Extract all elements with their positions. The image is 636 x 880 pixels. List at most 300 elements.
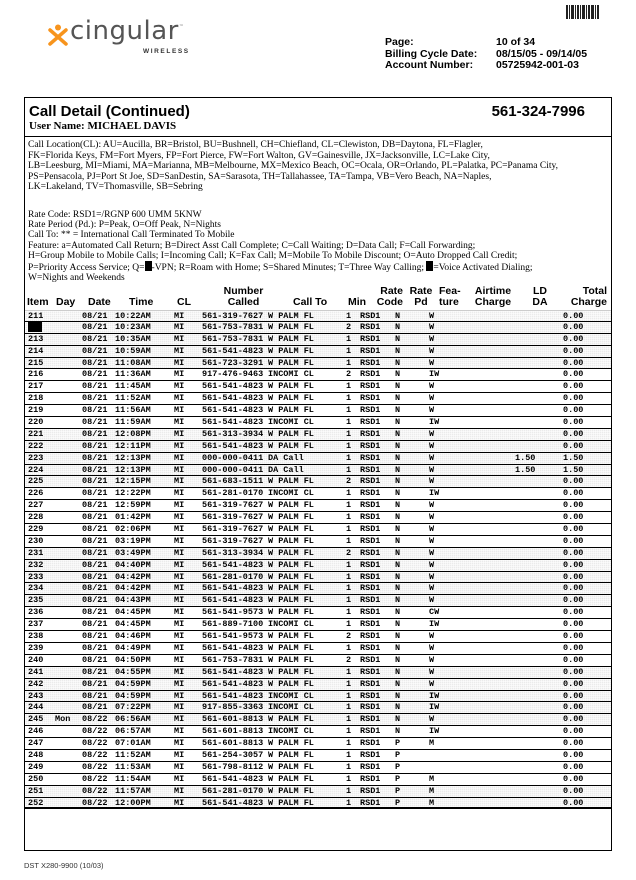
cell-to: W PALM FL <box>268 631 314 642</box>
cell-to: INCOMI CL <box>268 726 314 737</box>
cell-min: 2 <box>346 654 352 665</box>
cell-item: 221 <box>28 428 44 439</box>
cell-item: 230 <box>28 535 44 546</box>
cell-to: W PALM FL <box>268 428 314 439</box>
cell-code: RSD1 <box>360 405 381 416</box>
cell-total: 0.00 <box>563 654 584 665</box>
cell-min: 1 <box>346 738 352 749</box>
cell-pd: N <box>395 726 401 737</box>
cell-number: 561-753-7831 <box>202 333 264 344</box>
cell-min: 2 <box>346 476 352 487</box>
cell-date: 08/21 <box>82 666 108 677</box>
cell-total: 0.00 <box>563 405 584 416</box>
cell-feat: W <box>429 512 435 523</box>
cell-pd: N <box>395 595 401 606</box>
cell-item: 234 <box>28 583 44 594</box>
cell-time: 02:06PM <box>115 524 151 535</box>
table-row <box>25 679 611 691</box>
cell-feat: W <box>429 654 435 665</box>
cell-date: 08/22 <box>82 761 108 772</box>
form-code: DST X280-9900 (10/03) <box>24 861 104 870</box>
cell-total: 0.00 <box>563 761 584 772</box>
cell-cl: MI <box>174 559 185 570</box>
col-call-to: Call To <box>293 296 328 308</box>
cell-number: 561-254-3057 <box>202 749 264 760</box>
cell-to: W PALM FL <box>268 797 314 808</box>
cell-min: 1 <box>346 428 352 439</box>
cell-total: 0.00 <box>563 749 584 760</box>
cell-cl: MI <box>174 440 185 451</box>
cell-total: 0.00 <box>563 773 584 784</box>
cell-min: 1 <box>346 619 352 630</box>
cell-number: 561-541-4823 <box>202 690 264 701</box>
cell-pd: N <box>395 666 401 677</box>
cell-to: W PALM FL <box>268 440 314 451</box>
cell-total: 1.50 <box>563 464 584 475</box>
cell-to: W PALM FL <box>268 333 314 344</box>
cell-time: 03:49PM <box>115 547 151 558</box>
cell-pd: N <box>395 524 401 535</box>
cell-item: 226 <box>28 488 44 499</box>
table-row <box>25 774 611 786</box>
cell-feat: W <box>429 345 435 356</box>
cell-time: 11:56AM <box>115 405 151 416</box>
call-to-note: Call To: ** = International Call Terminated To Mobile <box>28 230 235 241</box>
cell-date: 08/21 <box>82 619 108 630</box>
cell-item: 216 <box>28 369 44 380</box>
cell-min: 2 <box>346 547 352 558</box>
table-row <box>25 476 611 488</box>
cell-code: RSD1 <box>360 678 381 689</box>
cell-code: RSD1 <box>360 607 381 618</box>
cell-min: 1 <box>346 524 352 535</box>
cell-feat: CW <box>429 607 440 618</box>
table-row <box>25 417 611 429</box>
cell-cl: MI <box>174 311 185 321</box>
cell-cl: MI <box>174 595 185 606</box>
cell-pd: N <box>395 333 401 344</box>
cell-to: INCOMI CL <box>268 417 314 428</box>
rate-code-note: Rate Code: RSD1=/RGNP 600 UMM 5KNW <box>28 210 202 220</box>
cell-number: 561-313-3934 <box>202 547 264 558</box>
cell-feat: IW <box>429 726 440 737</box>
table-row <box>25 429 611 441</box>
cell-pd: P <box>395 761 401 772</box>
table-row <box>25 738 611 750</box>
cell-pd: N <box>395 369 401 380</box>
cell-code: RSD1 <box>360 476 381 487</box>
cell-to: W PALM FL <box>268 321 314 332</box>
cell-total: 0.00 <box>563 797 584 808</box>
cell-time: 10:22AM <box>115 311 151 321</box>
cell-date: 08/21 <box>82 393 108 404</box>
cell-code: RSD1 <box>360 583 381 594</box>
cell-min: 2 <box>346 631 352 642</box>
cell-cl: MI <box>174 500 185 511</box>
cell-code: RSD1 <box>360 535 381 546</box>
cell-item: 241 <box>28 666 44 677</box>
billing-cycle-row: Billing Cycle Date: 08/15/05 - 09/14/05 <box>385 47 588 60</box>
cell-cl: MI <box>174 607 185 618</box>
cell-item <box>28 322 42 333</box>
table-row <box>25 631 611 643</box>
col-rate-code: Rate Code <box>376 285 403 308</box>
cell-cl: MI <box>174 464 185 475</box>
cell-to: DA Call <box>268 464 304 475</box>
feature-note-1: Feature: a=Automated Call Return; B=Direct Asst Call Complete; C=Call Waiting; D=Data Call; F=Call Forwarding; <box>28 240 476 251</box>
cell-cl: MI <box>174 654 185 665</box>
cell-total: 0.00 <box>563 500 584 511</box>
cell-cl: MI <box>174 428 185 439</box>
cell-to: W PALM FL <box>268 761 314 772</box>
cell-item: 236 <box>28 607 44 618</box>
cell-time: 10:59AM <box>115 345 151 356</box>
cell-date: 08/21 <box>82 583 108 594</box>
cell-time: 11:54AM <box>115 773 151 784</box>
cell-cl: MI <box>174 642 185 653</box>
cell-item: 244 <box>28 702 44 713</box>
cell-item: 235 <box>28 595 44 606</box>
cell-code: RSD1 <box>360 631 381 642</box>
cell-total: 0.00 <box>563 476 584 487</box>
cell-code: RSD1 <box>360 512 381 523</box>
cell-total: 0.00 <box>563 369 584 380</box>
cell-min: 1 <box>346 488 352 499</box>
cell-cl: MI <box>174 797 185 808</box>
cell-min: 1 <box>346 714 352 725</box>
cell-number: 561-319-7627 <box>202 500 264 511</box>
section-header <box>25 98 611 137</box>
cell-pd: N <box>395 642 401 653</box>
cell-date: 08/21 <box>82 333 108 344</box>
cell-number: 561-541-4823 <box>202 773 264 784</box>
cell-number: 561-541-9573 <box>202 631 264 642</box>
cell-time: 03:19PM <box>115 535 151 546</box>
cell-number: 561-753-7831 <box>202 321 264 332</box>
cell-time: 12:13PM <box>115 464 151 475</box>
cell-feat: W <box>429 321 435 332</box>
col-feature: Fea- ture <box>439 285 461 308</box>
cell-number: 561-281-0170 <box>202 571 264 582</box>
cell-cl: MI <box>174 678 185 689</box>
cell-time: 11:08AM <box>115 357 151 368</box>
cell-date: 08/21 <box>82 476 108 487</box>
cell-feat: IW <box>429 417 440 428</box>
cell-min: 1 <box>346 311 352 321</box>
cell-pd: N <box>395 405 401 416</box>
cell-feat: W <box>429 440 435 451</box>
logo-wordmark: cingular™ <box>70 16 185 46</box>
cell-time: 04:45PM <box>115 607 151 618</box>
cell-item: 215 <box>28 357 44 368</box>
feature-note-2: H=Group Mobile to Mobile Calls; I=Incoming Call; K=Fax Call; M=Mobile To Mobile Discount; O=Auto Dropped Call Credit; <box>28 250 518 261</box>
cell-code: RSD1 <box>360 321 381 332</box>
cell-code: RSD1 <box>360 785 381 796</box>
cell-cl: MI <box>174 571 185 582</box>
section-title: Call Detail (Continued) <box>29 103 190 120</box>
page-number-row: Page: 10 of 34 <box>385 36 536 48</box>
cell-code: RSD1 <box>360 738 381 749</box>
cell-to: W PALM FL <box>268 678 314 689</box>
cell-to: W PALM FL <box>268 500 314 511</box>
cell-total: 0.00 <box>563 559 584 570</box>
logo-subtitle: WIRELESS <box>143 48 190 55</box>
cell-time: 10:23AM <box>115 321 151 332</box>
col-ld-da: LD DA <box>532 285 548 308</box>
cell-item: 233 <box>28 571 44 582</box>
cell-to: W PALM FL <box>268 749 314 760</box>
cell-feat: W <box>429 714 435 725</box>
cell-item: 223 <box>28 452 44 463</box>
cell-date: 08/21 <box>82 369 108 380</box>
cell-date: 08/21 <box>82 311 108 321</box>
cell-to: INCOMI CL <box>268 702 314 713</box>
redaction-mark <box>28 322 42 332</box>
cell-time: 07:22PM <box>115 702 151 713</box>
col-number-called: Number Called <box>223 285 264 308</box>
cell-min: 1 <box>346 761 352 772</box>
cell-min: 1 <box>346 571 352 582</box>
cell-number: 561-319-7627 <box>202 535 264 546</box>
cell-to: W PALM FL <box>268 476 314 487</box>
cell-min: 1 <box>346 595 352 606</box>
cell-total: 0.00 <box>563 393 584 404</box>
cell-time: 04:49PM <box>115 642 151 653</box>
cell-code: RSD1 <box>360 464 381 475</box>
col-day: Day <box>56 296 76 308</box>
cell-to: W PALM FL <box>268 393 314 404</box>
cell-time: 12:13PM <box>115 452 151 463</box>
cell-code: RSD1 <box>360 559 381 570</box>
table-row <box>25 393 611 405</box>
cell-time: 04:45PM <box>115 619 151 630</box>
cell-to: DA Call <box>268 452 304 463</box>
cell-number: 561-541-4823 <box>202 417 264 428</box>
cell-date: 08/21 <box>82 357 108 368</box>
cell-item: 249 <box>28 761 44 772</box>
cell-total: 0.00 <box>563 726 584 737</box>
table-row <box>25 369 611 381</box>
cell-time: 06:57AM <box>115 726 151 737</box>
cell-date: 08/22 <box>82 726 108 737</box>
cell-cl: MI <box>174 738 185 749</box>
cell-code: RSD1 <box>360 619 381 630</box>
cell-time: 04:46PM <box>115 631 151 642</box>
cell-to: INCOMI CL <box>268 369 314 380</box>
cell-cl: MI <box>174 333 185 344</box>
cell-code: RSD1 <box>360 417 381 428</box>
cell-to: W PALM FL <box>268 738 314 749</box>
cell-min: 1 <box>346 666 352 677</box>
cell-min: 1 <box>346 464 352 475</box>
cell-time: 11:53AM <box>115 761 151 772</box>
col-airtime-charge: Airtime Charge <box>474 285 512 308</box>
cell-time: 04:59PM <box>115 690 151 701</box>
cell-date: 08/21 <box>82 321 108 332</box>
cell-feat: IW <box>429 702 440 713</box>
cell-min: 1 <box>346 500 352 511</box>
col-total-charge: Total Charge <box>570 285 607 308</box>
cell-date: 08/21 <box>82 559 108 570</box>
cell-ld: 1.50 <box>515 464 536 475</box>
cell-total: 0.00 <box>563 357 584 368</box>
cell-number: 561-541-4823 <box>202 559 264 570</box>
cell-cl: MI <box>174 476 185 487</box>
table-row <box>25 524 611 536</box>
cell-pd: N <box>395 488 401 499</box>
cell-code: RSD1 <box>360 726 381 737</box>
cell-item: 251 <box>28 785 44 796</box>
cell-time: 11:45AM <box>115 381 151 392</box>
cell-code: RSD1 <box>360 311 381 321</box>
cell-time: 04:40PM <box>115 559 151 570</box>
cell-to: W PALM FL <box>268 547 314 558</box>
cell-to: W PALM FL <box>268 524 314 535</box>
call-location-legend: Call Location(CL): AU=Aucilla, BR=Bristol, BU=Bushnell, CH=Chiefland, CL=Clewiston, DB=Daytona, FL=Flagler, FK=Florida Keys, FM=Fort Myers, FP=Fort Pierce, FW=Fort Walton, GV=Gainesville, JX=Jacksonville, LC=Lake City, LB=Leesburg, MI=Miami, MA=Marianna, MB=Melbourne, MX=Mexico Beach, OC=Ocala, OR=Orlando, PL=Palatka, PC=Panama City, PS=Pensacola, PJ=Port St Joe, SD=SanDestin, SA=Sarasota, TH=Tallahassee, TA=Tampa, VB=Vero Beach, NA=Naples, LK=Lakeland, TV=Thomasville, SB=Sebring <box>28 140 559 193</box>
col-rate-pd: Rate Pd <box>409 285 433 308</box>
cell-code: RSD1 <box>360 440 381 451</box>
cell-pd: N <box>395 571 401 582</box>
cell-min: 1 <box>346 512 352 523</box>
cell-min: 2 <box>346 369 352 380</box>
cell-number: 561-319-7627 <box>202 311 264 321</box>
cell-to: W PALM FL <box>268 381 314 392</box>
cell-date: 08/21 <box>82 417 108 428</box>
cell-cl: MI <box>174 773 185 784</box>
cell-to: W PALM FL <box>268 405 314 416</box>
cell-item: 227 <box>28 500 44 511</box>
cell-total: 0.00 <box>563 440 584 451</box>
cell-item: 228 <box>28 512 44 523</box>
cell-feat: W <box>429 595 435 606</box>
feature-note-3: P=Priority Access Service; Q= -VPN; R=Roam with Home; S=Shared Minutes; T=Three Way Calling; =Voice Activated Dialing; <box>28 263 533 274</box>
cell-number: 561-313-3934 <box>202 428 264 439</box>
cell-item: 218 <box>28 393 44 404</box>
cell-total: 0.00 <box>563 678 584 689</box>
cell-total: 0.00 <box>563 607 584 618</box>
cell-feat: W <box>429 357 435 368</box>
cell-min: 1 <box>346 381 352 392</box>
cell-feat: W <box>429 666 435 677</box>
col-date: Date <box>88 296 111 308</box>
cell-item: 246 <box>28 726 44 737</box>
cell-time: 11:52AM <box>115 393 151 404</box>
cell-feat: W <box>429 642 435 653</box>
cell-number: 561-601-8813 <box>202 714 264 725</box>
cell-item: 240 <box>28 654 44 665</box>
cell-time: 10:35AM <box>115 333 151 344</box>
cell-min: 1 <box>346 773 352 784</box>
cell-total: 0.00 <box>563 642 584 653</box>
cell-day: Mon <box>55 714 71 725</box>
cell-item: 211 <box>28 311 44 321</box>
cell-pd: P <box>395 773 401 784</box>
cell-feat: W <box>429 311 435 321</box>
cell-code: RSD1 <box>360 571 381 582</box>
cell-cl: MI <box>174 619 185 630</box>
rate-period-note: Rate Period (Pd.): P=Peak, O=Off Peak, N=Nights <box>28 220 221 231</box>
cell-total: 0.00 <box>563 321 584 332</box>
account-number-row: Account Number: 05725942-001-03 <box>385 59 579 71</box>
cell-cl: MI <box>174 357 185 368</box>
cell-cl: MI <box>174 345 185 356</box>
cell-code: RSD1 <box>360 702 381 713</box>
cell-to: INCOMI CL <box>268 690 314 701</box>
cell-min: 1 <box>346 642 352 653</box>
cell-item: 224 <box>28 464 44 475</box>
cell-date: 08/21 <box>82 440 108 451</box>
cell-date: 08/22 <box>82 738 108 749</box>
cell-pd: N <box>395 417 401 428</box>
cell-to: W PALM FL <box>268 773 314 784</box>
cell-item: 232 <box>28 559 44 570</box>
cell-cl: MI <box>174 535 185 546</box>
cell-date: 08/21 <box>82 405 108 416</box>
table-row <box>25 536 611 548</box>
table-row <box>25 381 611 393</box>
table-row <box>25 310 611 322</box>
cell-total: 0.00 <box>563 595 584 606</box>
cell-min: 1 <box>346 535 352 546</box>
table-row <box>25 334 611 346</box>
cell-cl: MI <box>174 785 185 796</box>
cell-to: W PALM FL <box>268 535 314 546</box>
table-row <box>25 691 611 703</box>
cell-min: 1 <box>346 440 352 451</box>
cell-date: 08/21 <box>82 571 108 582</box>
cell-cl: MI <box>174 583 185 594</box>
rate-feature-legend <box>28 210 608 283</box>
cell-total: 0.00 <box>563 311 584 321</box>
cell-min: 1 <box>346 333 352 344</box>
col-min: Min <box>348 296 367 308</box>
cell-code: RSD1 <box>360 714 381 725</box>
call-detail-rows <box>25 310 611 809</box>
cell-item: 229 <box>28 524 44 535</box>
cell-feat: W <box>429 535 435 546</box>
cell-feat: IW <box>429 619 440 630</box>
cell-to: W PALM FL <box>268 311 314 321</box>
table-row <box>25 500 611 512</box>
user-name: User Name: MICHAEL DAVIS <box>29 120 177 132</box>
cell-total: 0.00 <box>563 524 584 535</box>
cell-to: W PALM FL <box>268 642 314 653</box>
cell-number: 561-541-4823 <box>202 595 264 606</box>
cell-code: RSD1 <box>360 381 381 392</box>
cell-time: 04:43PM <box>115 595 151 606</box>
cell-pd: N <box>395 500 401 511</box>
table-row <box>25 560 611 572</box>
cell-to: W PALM FL <box>268 357 314 368</box>
cell-code: RSD1 <box>360 547 381 558</box>
table-row <box>25 607 611 619</box>
cell-date: 08/22 <box>82 749 108 760</box>
cell-item: 250 <box>28 773 44 784</box>
cell-feat: W <box>429 524 435 535</box>
cell-feat: IW <box>429 690 440 701</box>
cell-date: 08/21 <box>82 690 108 701</box>
cell-pd: N <box>395 631 401 642</box>
cell-code: RSD1 <box>360 595 381 606</box>
cell-total: 0.00 <box>563 785 584 796</box>
cell-item: 220 <box>28 417 44 428</box>
cell-pd: N <box>395 690 401 701</box>
cell-feat: M <box>429 797 435 808</box>
cell-to: INCOMI CL <box>268 619 314 630</box>
cell-total: 0.00 <box>563 571 584 582</box>
cell-time: 11:36AM <box>115 369 151 380</box>
cell-number: 000-000-0411 <box>202 452 264 463</box>
